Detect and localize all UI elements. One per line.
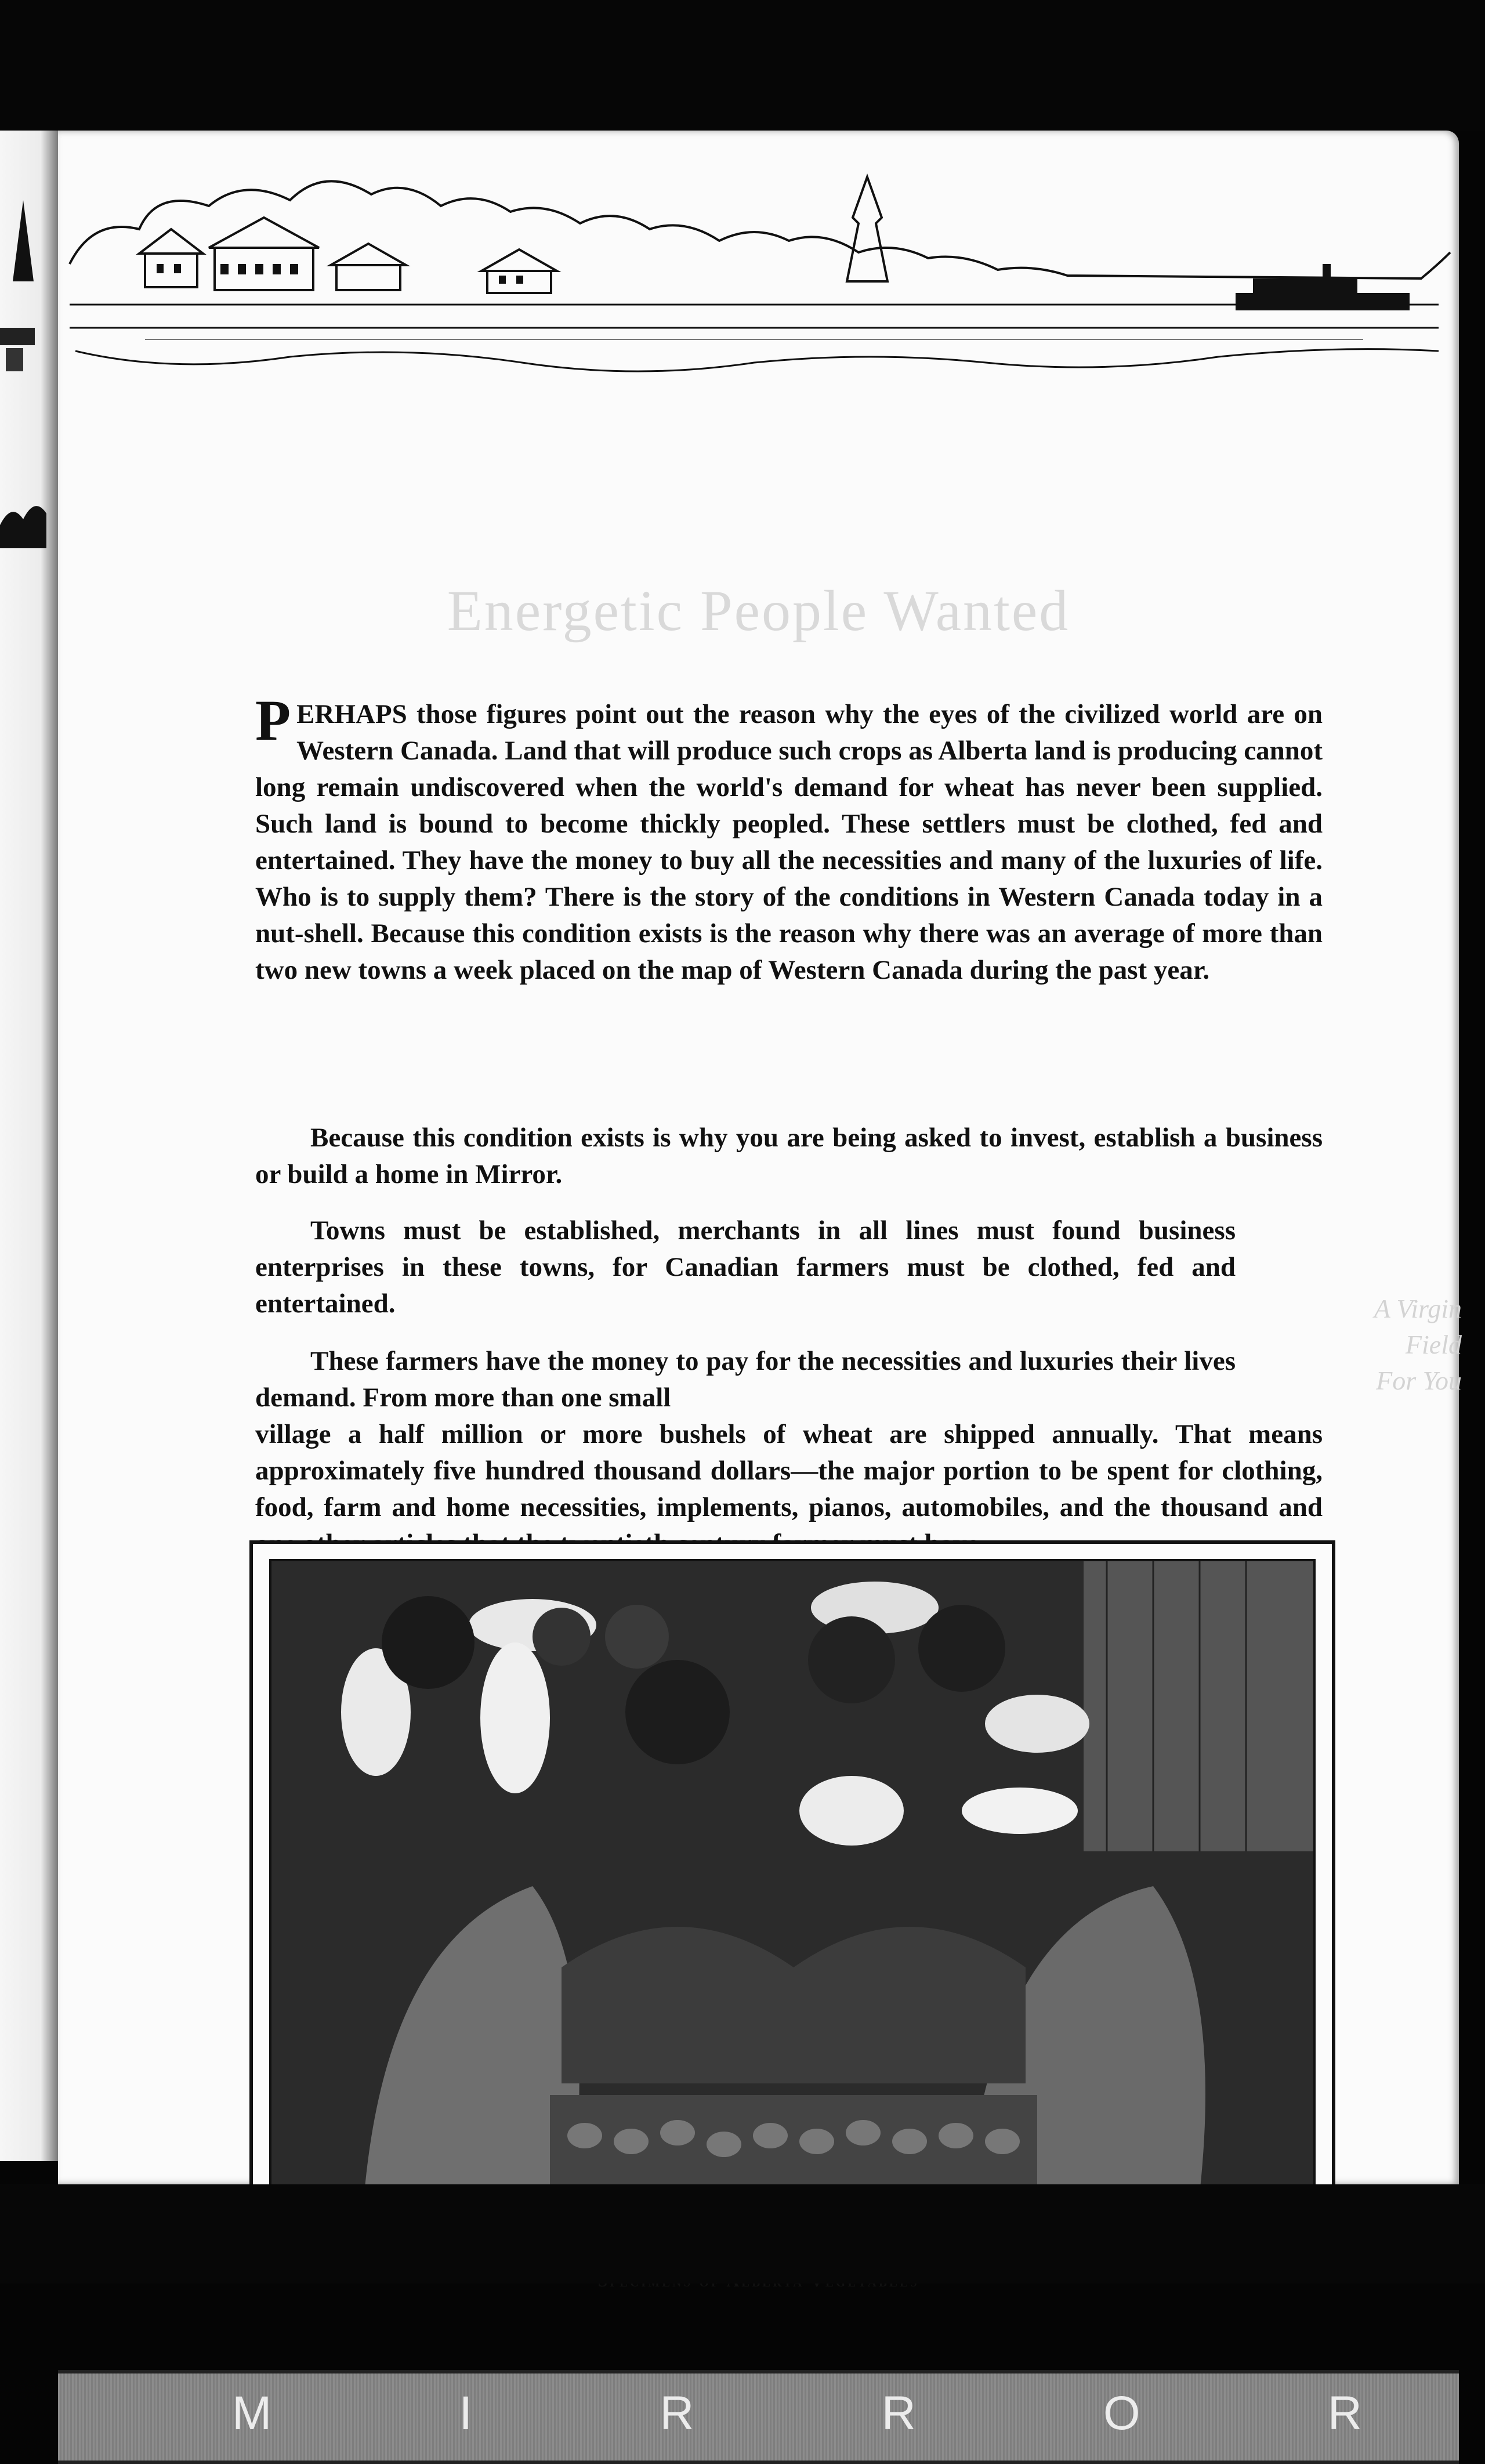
footer-letter: R (1327, 2387, 1363, 2440)
vegetables-photo (269, 1559, 1316, 2196)
paragraph-2: Because this condition exists is why you are being asked to invest, establish a business or build a home in Mirror. (255, 1123, 1323, 1189)
footer-letter: M (232, 2387, 273, 2440)
scan-background-bottom (0, 2184, 1485, 2284)
margin-note-line: For You (1376, 1366, 1462, 1395)
vegetables-photo-drawing (271, 1561, 1313, 2194)
document-page (58, 131, 1462, 2440)
footer-letter: R (660, 2387, 696, 2440)
page-title: Energetic People Wanted (447, 578, 1070, 643)
landscape-header-illustration (58, 154, 1459, 513)
previous-page-illustration-fragment (0, 305, 58, 548)
paragraph-1-text: ERHAPS those figures point out the reason why the eyes of the civilized world are on Western Canada. Land that will produce such crops as Alberta land is producing cannot long remain undiscovered when the world's demand for wheat has never been supplied. Such land is bound to become thickly peopled. These settlers must be clothed, fed and entertained. They have the money to buy all the necessities and many of the luxuries of life. Who is to supply them? There is the story of the conditions in Western Canada today in a nut-shell. Because this condition exists is the reason why there was an average of more than two new towns a week placed on the map of Western Canada during the past year. (255, 699, 1323, 985)
drop-cap: P (255, 688, 291, 752)
church-spire-fragment (13, 200, 34, 281)
scan-background-top (0, 0, 1485, 131)
paragraph-4-first-lines: These farmers have the money to pay for the necessities and luxuries their lives demand. From more than one small (255, 1346, 1236, 1413)
margin-note-line: A Virgin (1374, 1294, 1462, 1323)
photo-frame (249, 1540, 1335, 2215)
margin-note-line: Field (1405, 1330, 1462, 1359)
footer-letter: I (459, 2387, 474, 2440)
paragraph-4-rest: village a half million or more bushels of wheat are shipped annually. That means approximately five hundred thousand dollars—the major portion to be spent for clothing, food, farm and home necessities, implements, pianos, automobiles, and the thousand and (255, 1419, 1323, 1522)
footer-letter: R (881, 2387, 917, 2440)
previous-page-edge (0, 131, 58, 2161)
footer-town-name (232, 2382, 1363, 2445)
paragraph-1 (255, 688, 1323, 989)
footer-letter: O (1103, 2387, 1142, 2440)
paragraph-3: Towns must be established, merchants in all lines must found business enterprises in these towns, for Canadian farmers must be clothed, fed and entertained. (255, 1215, 1236, 1319)
paragraph-4 (255, 1343, 1323, 1562)
